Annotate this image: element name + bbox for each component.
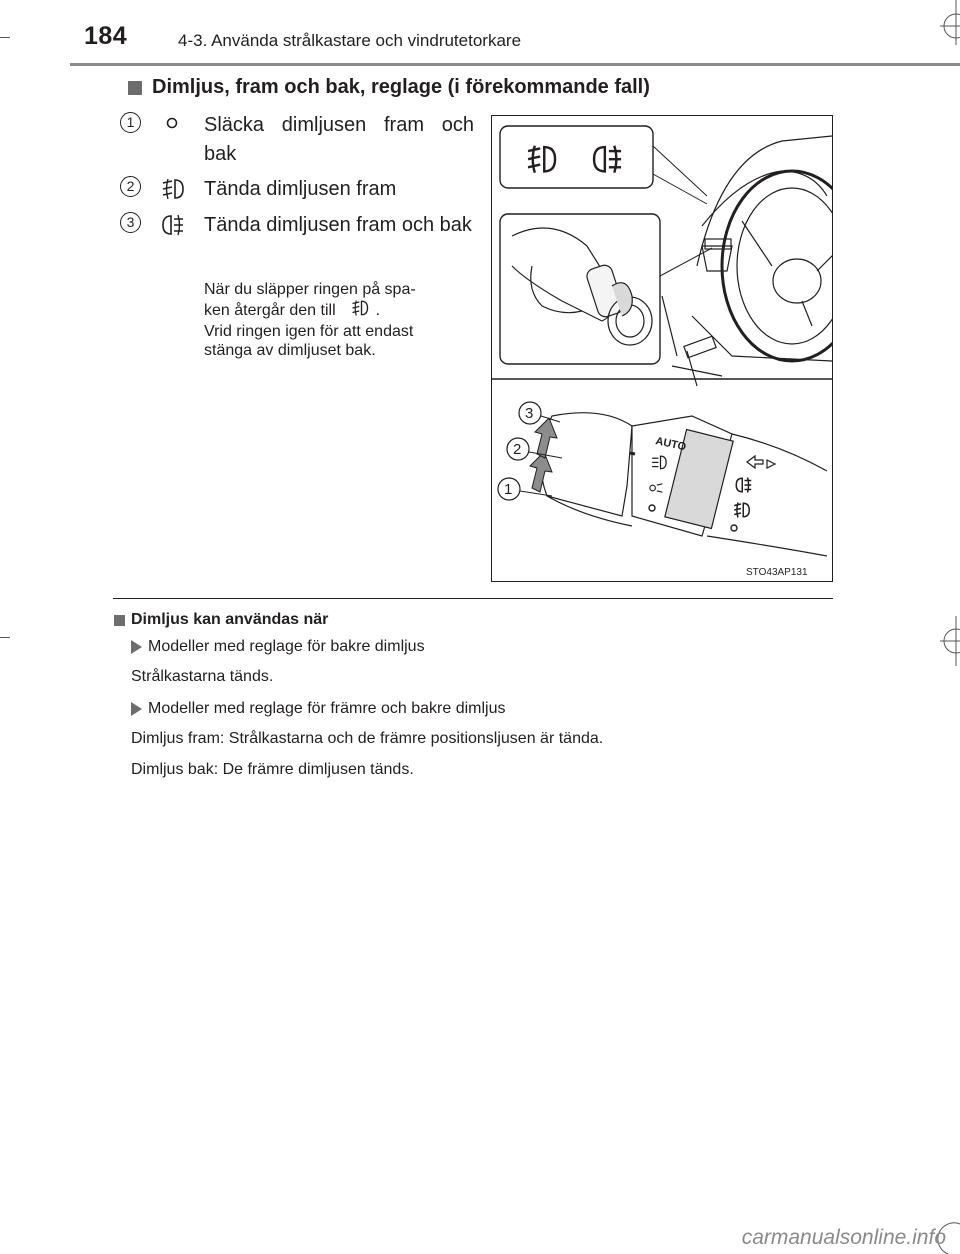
- info-heading: [114, 611, 328, 629]
- item-text-2: Tända dimljusen fram: [204, 178, 397, 200]
- watermark: carmanualsonline.info: [741, 1226, 946, 1249]
- item-number-2: 2: [120, 176, 141, 197]
- figure-illustration: [492, 116, 832, 581]
- section-heading: [128, 76, 650, 99]
- figure-id: STO43AP131: [746, 567, 808, 578]
- item-number-3: 3: [120, 212, 141, 233]
- heading-square-icon: [128, 81, 142, 95]
- triangle-bullet-icon: [131, 640, 142, 654]
- info-line-1: Strålkastarna tänds.: [131, 668, 274, 685]
- off-circle-icon: [165, 116, 179, 130]
- callout-1: 1: [504, 481, 513, 498]
- rear-fog-light-icon: [160, 213, 186, 237]
- note-line-4: stänga av dimljuset bak.: [204, 342, 376, 359]
- item-text-1: Släcka dimljusen fram och bak: [204, 114, 474, 165]
- callout-3: 3: [525, 405, 534, 422]
- front-fog-light-inline-icon: [350, 299, 370, 322]
- note-line-1: När du släpper ringen på spa-: [204, 281, 416, 298]
- section-heading-text: Dimljus, fram och bak, reglage (i förekommande fall): [152, 76, 650, 98]
- item-number-1: 1: [120, 112, 141, 133]
- info-bullet-2: Modeller med reglage för främre och bakre dimljus: [131, 700, 505, 718]
- registration-mark-top-right: [920, 0, 960, 45]
- chapter-title: 4-3. Använda strålkastare och vindrutetorkare: [178, 31, 522, 50]
- crop-mark-mid-left: [0, 637, 10, 638]
- info-square-icon: [114, 615, 125, 626]
- header-rule: [70, 63, 960, 66]
- info-line-3: Dimljus bak: De främre dimljusen tänds.: [131, 761, 414, 778]
- triangle-bullet-icon: [131, 702, 142, 716]
- item-text-3: Tända dimljusen fram och bak: [204, 214, 472, 236]
- auto-label: AUTO: [654, 435, 688, 454]
- note-line-3: Vrid ringen igen för att endast: [204, 323, 414, 340]
- section-divider: [113, 598, 833, 599]
- info-heading-text: Dimljus kan användas när: [131, 611, 329, 628]
- fog-light-switch-figure: [491, 115, 833, 582]
- front-fog-light-icon: [160, 177, 186, 201]
- note-line-2: ken återgår den till .: [204, 299, 479, 322]
- callout-2: 2: [513, 441, 522, 458]
- page-number: 184: [84, 22, 128, 50]
- registration-mark-mid-right: [920, 616, 960, 666]
- info-line-2: Dimljus fram: Strålkastarna och de främre positionsljusen är tända.: [131, 730, 604, 747]
- info-bullet-1: Modeller med reglage för bakre dimljus: [131, 638, 425, 656]
- crop-mark-top-left: [0, 37, 10, 38]
- note-text: [204, 280, 479, 360]
